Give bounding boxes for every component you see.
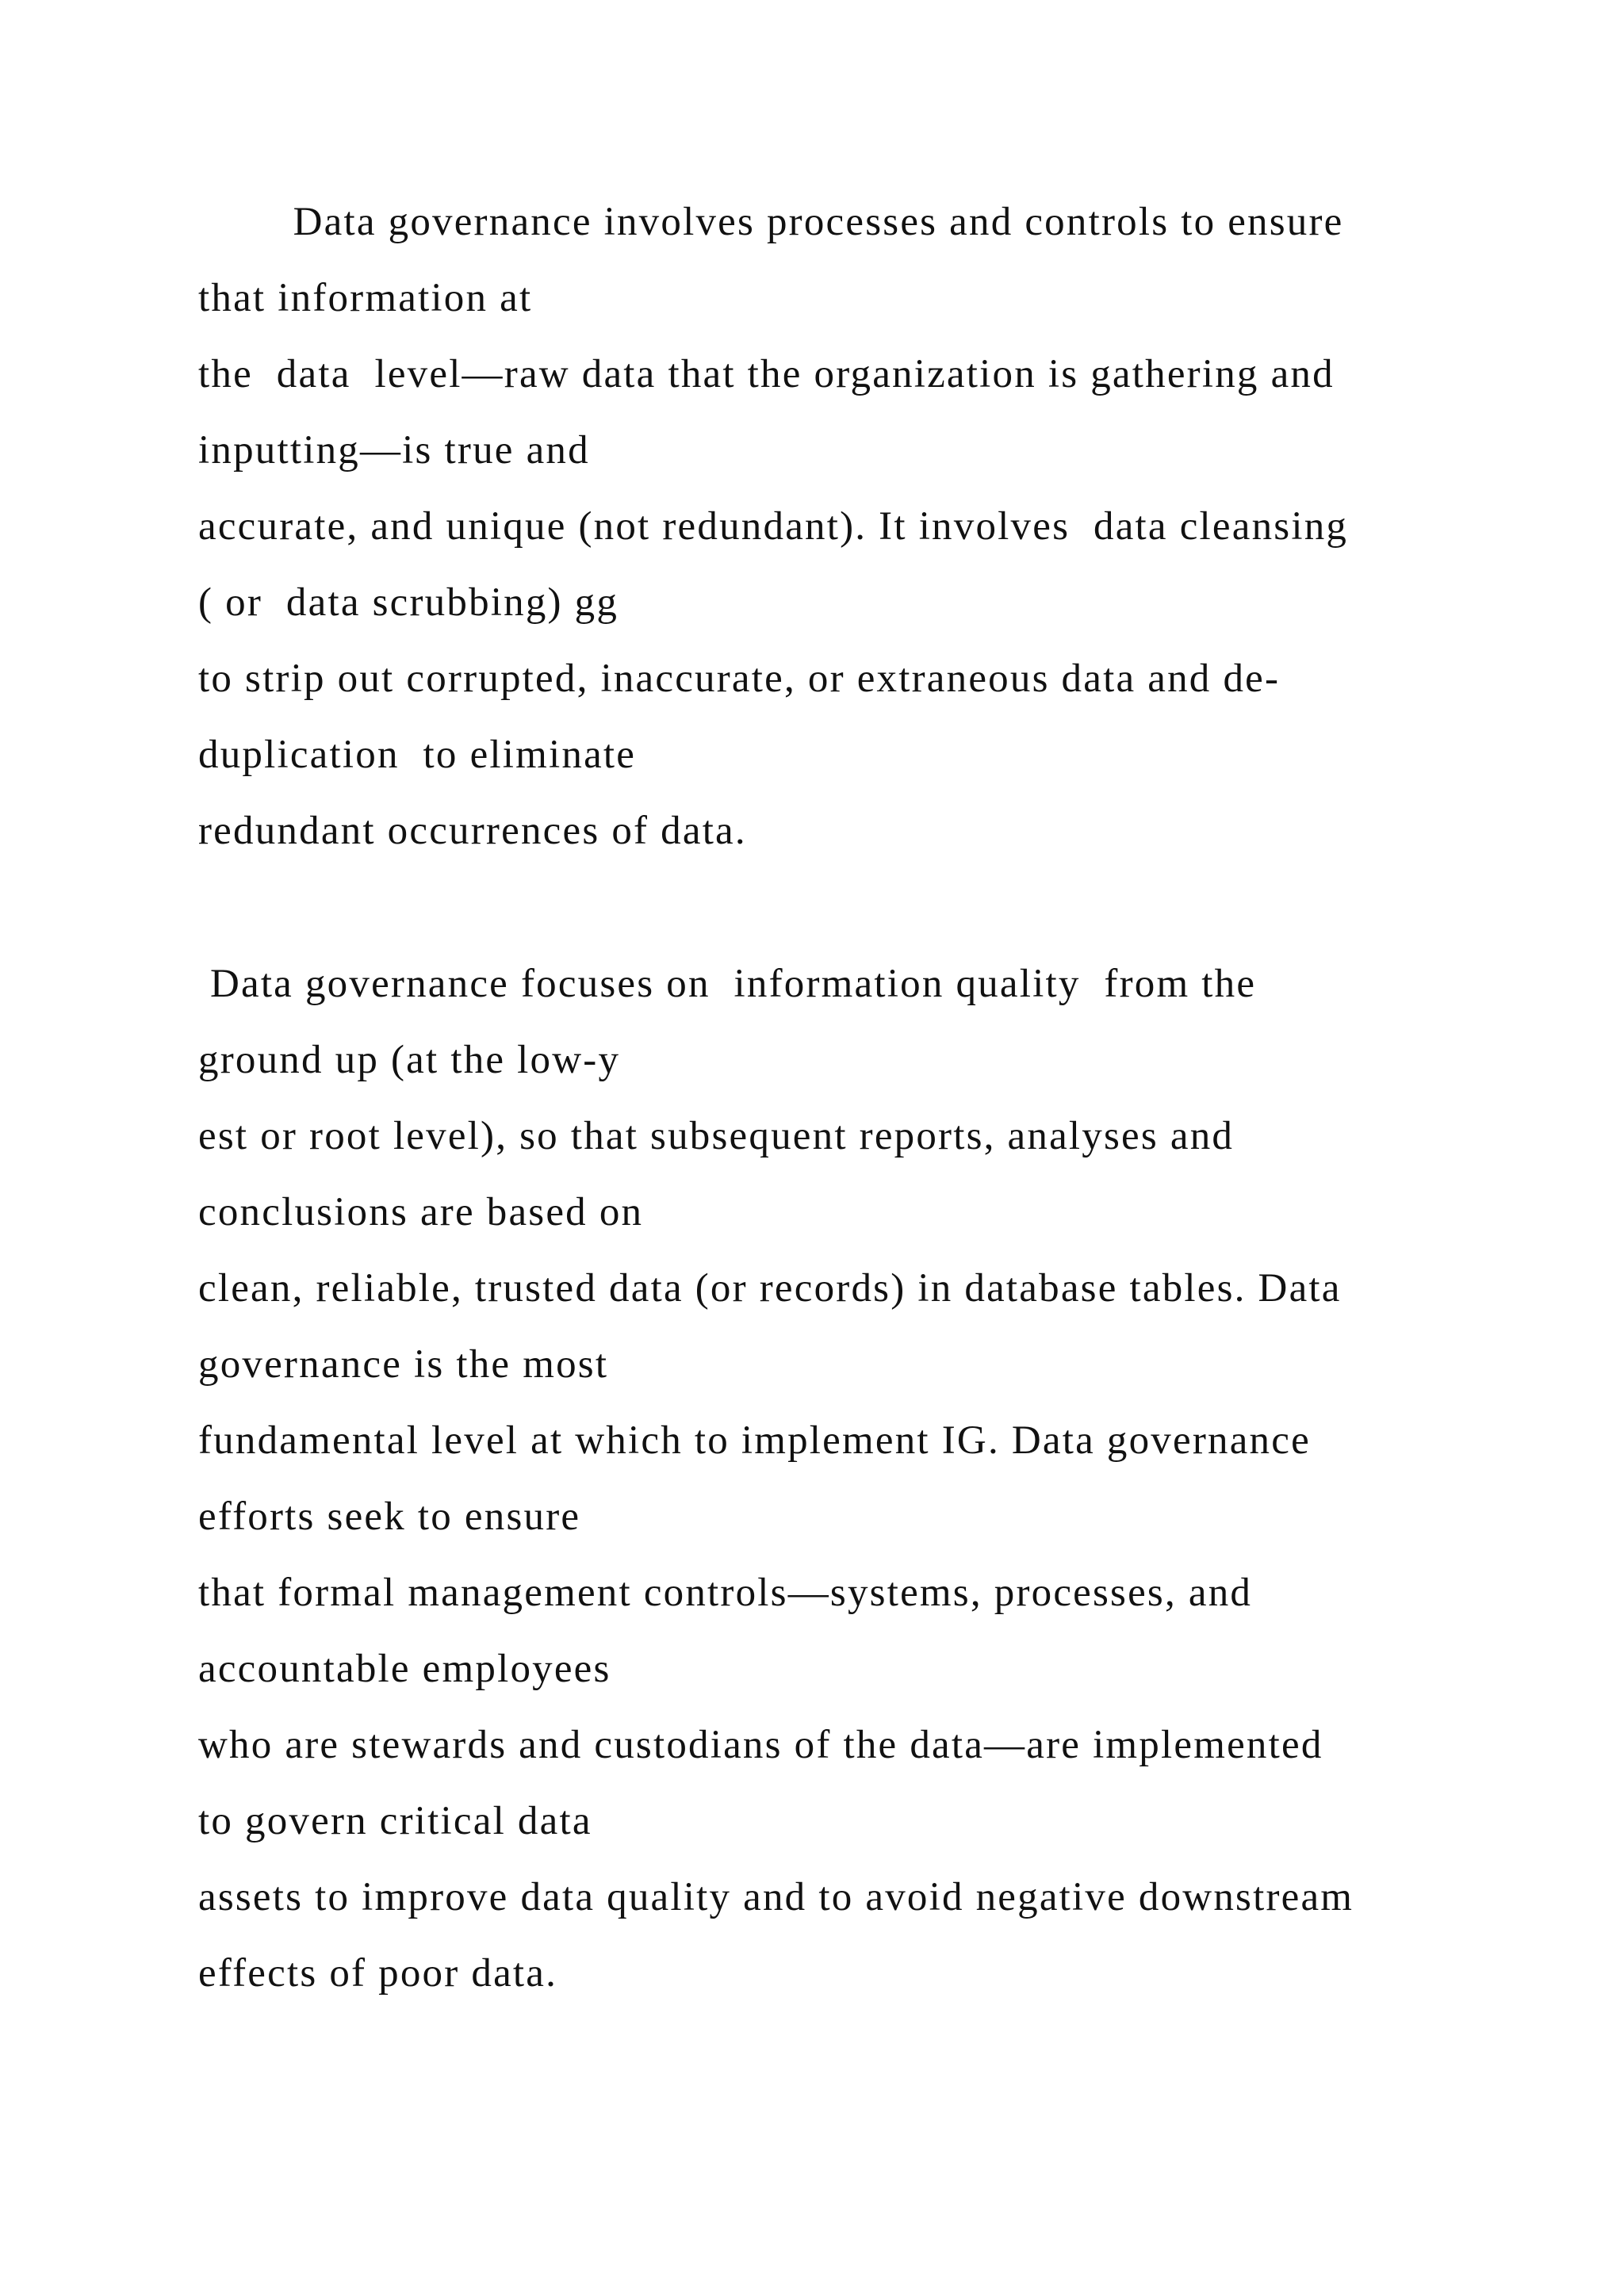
paragraph-1-line-3: the data level—raw data that the organization is gathering and: [198, 352, 1335, 396]
paragraph-2-line-7: fundamental level at which to implement IG. Data governance: [198, 1418, 1311, 1463]
paragraph-2-line-12: to govern critical data: [198, 1799, 592, 1843]
paragraph-2-line-5: clean, reliable, trusted data (or records) in database tables. Data: [198, 1266, 1342, 1311]
paragraph-1-line-6: ( or data scrubbing) gg: [198, 580, 619, 625]
paragraph-1-line-7: to strip out corrupted, inaccurate, or extraneous data and de-: [198, 656, 1281, 701]
paragraph-2-line-3: est or root level), so that subsequent reports, analyses and: [198, 1114, 1235, 1158]
paragraph-2-line-4: conclusions are based on: [198, 1190, 644, 1234]
paragraph-1-line-1: Data governance involves processes and controls to ensure: [198, 200, 1344, 244]
paragraph-1-line-2: that information at: [198, 276, 533, 320]
paragraph-2-line-13: assets to improve data quality and to avoid negative downstream: [198, 1875, 1354, 1919]
paragraph-2-line-8: efforts seek to ensure: [198, 1494, 581, 1539]
paragraph-1-line-9: redundant occurrences of data.: [198, 809, 747, 853]
paragraph-2-line-10: accountable employees: [198, 1647, 611, 1691]
paragraph-2-line-14: effects of poor data.: [198, 1951, 558, 1996]
paragraph-2-line-1: Data governance focuses on information quality from the: [198, 962, 1257, 1006]
paragraph-1-line-4: inputting—is true and: [198, 428, 590, 473]
paragraph-2-line-6: governance is the most: [198, 1342, 609, 1387]
paragraph-1-line-8: duplication to eliminate: [198, 733, 637, 777]
paragraph-2-line-2: ground up (at the low-y: [198, 1038, 621, 1082]
paragraph-2-line-11: who are stewards and custodians of the data—are implemented: [198, 1723, 1323, 1767]
paragraph-2-line-9: that formal management controls—systems, processes, and: [198, 1571, 1253, 1615]
paragraph-1-line-5: accurate, and unique (not redundant). It involves data cleansing: [198, 504, 1349, 549]
